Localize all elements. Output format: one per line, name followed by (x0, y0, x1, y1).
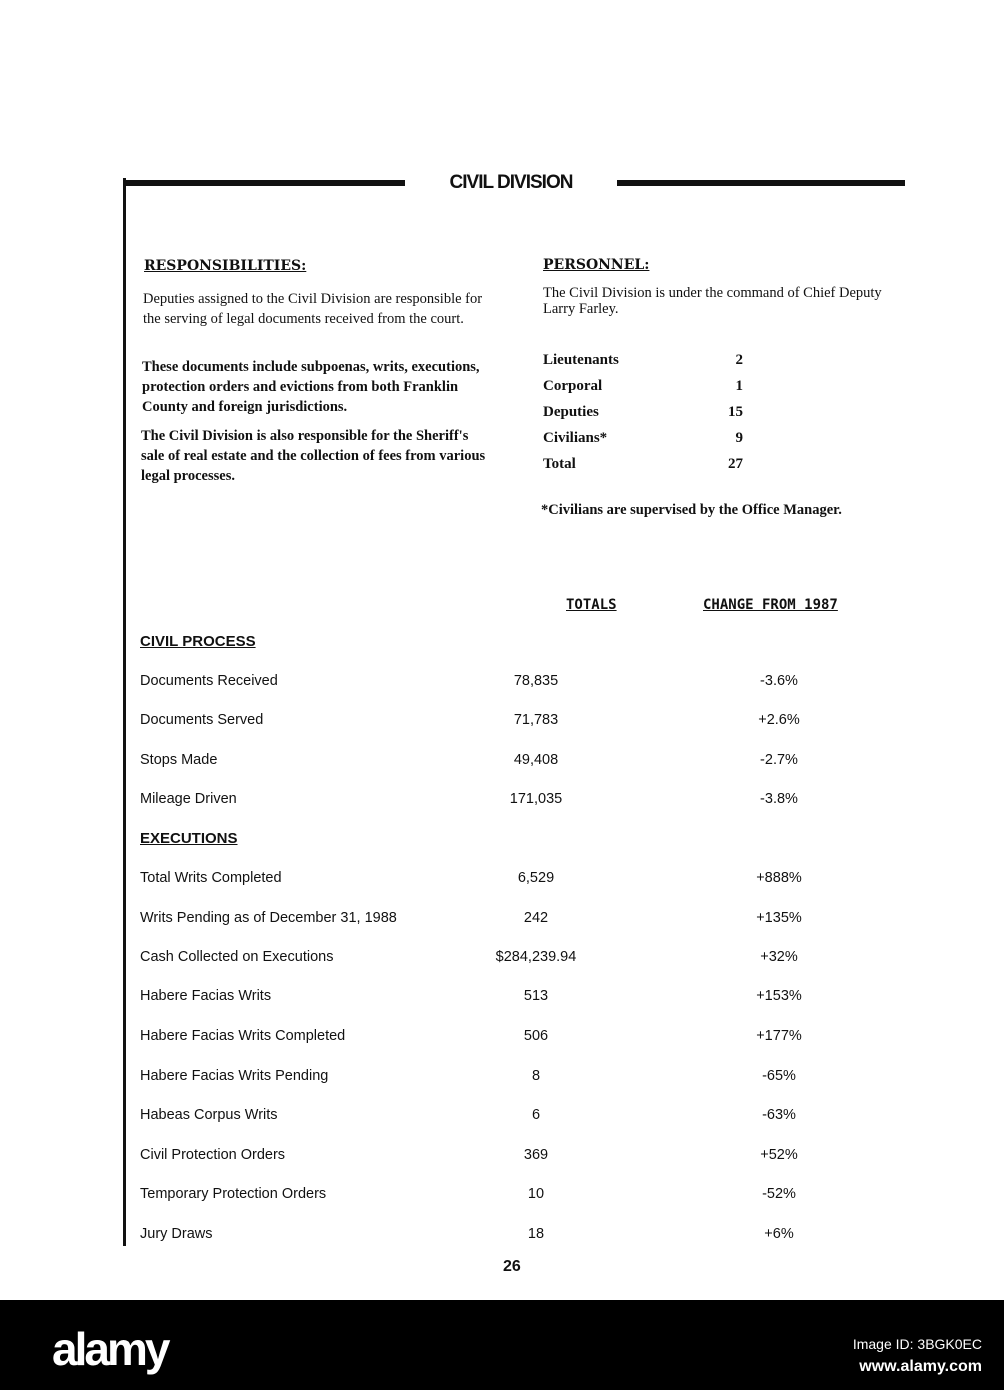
image-id: Image ID: 3BGK0EC (852, 1336, 982, 1352)
personnel-label: Deputies (543, 404, 599, 420)
personnel-label: Corporal (543, 378, 603, 394)
row-label: Temporary Protection Orders (140, 1186, 327, 1202)
personnel-footnote: *Civilians are supervised by the Office Manager. (541, 502, 842, 518)
col-header-change: CHANGE FROM 1987 (703, 597, 838, 613)
row-total: 18 (527, 1226, 545, 1242)
table-row (140, 1186, 900, 1206)
left-rule (123, 178, 126, 1246)
personnel-label: Civilians* (543, 430, 608, 446)
responsibilities-heading: RESPONSIBILITIES: (144, 258, 307, 274)
row-label: Total Writs Completed (140, 870, 282, 886)
row-label: Habeas Corpus Writs (140, 1107, 278, 1123)
row-change: +52% (760, 1147, 798, 1163)
section-heading: EXECUTIONS (140, 830, 238, 847)
watermark-bar (0, 1300, 1004, 1390)
table-row (140, 988, 900, 1008)
row-label: Habere Facias Writs Completed (140, 1028, 346, 1044)
row-total: 8 (531, 1068, 541, 1084)
personnel-heading: PERSONNEL: (543, 257, 650, 273)
row-change: -65% (762, 1068, 796, 1084)
row-change: +2.6% (758, 712, 800, 728)
alamy-logo: alamy (52, 1323, 168, 1375)
row-change: +153% (756, 988, 802, 1004)
page-number: 26 (503, 1258, 521, 1275)
watermark-url: www.alamy.com (859, 1358, 982, 1375)
row-total: 171,035 (509, 791, 563, 807)
table-row (140, 1226, 900, 1246)
col-header-totals: TOTALS (566, 597, 617, 613)
row-total: 6 (531, 1107, 541, 1123)
personnel-row (543, 404, 743, 421)
row-label: Writs Pending as of December 31, 1988 (140, 910, 397, 926)
table-row (140, 870, 900, 890)
title-rule-left (123, 180, 405, 186)
personnel-row (543, 352, 743, 369)
section-executions (140, 830, 900, 850)
row-change: -3.6% (760, 673, 798, 689)
table-row (140, 1068, 900, 1088)
table-row (140, 910, 900, 930)
row-label: Cash Collected on Executions (140, 949, 334, 965)
responsibilities-para-2: These documents include subpoenas, writs, executions, protection orders and evictions from both Franklin County and foreign jurisdictions. (142, 359, 480, 415)
table-row (140, 1028, 900, 1048)
personnel-count: 27 (728, 456, 743, 472)
row-label: Jury Draws (140, 1226, 213, 1242)
row-total: 369 (523, 1147, 549, 1163)
page-title: CIVIL DIVISION (449, 172, 573, 193)
row-total: 513 (523, 988, 549, 1004)
responsibilities-para-3: The Civil Division is also responsible for the Sheriff's sale of real estate and the collection of fees from various legal processes. (141, 428, 486, 484)
row-label: Documents Received (140, 673, 278, 689)
table-row (140, 791, 900, 811)
personnel-count: 1 (735, 378, 743, 394)
section-civil-process (140, 633, 900, 653)
personnel-row (543, 430, 743, 447)
row-total: $284,239.94 (495, 949, 577, 965)
row-total: 6,529 (517, 870, 555, 886)
row-total: 78,835 (513, 673, 559, 689)
table-row (140, 949, 900, 969)
title-rule-right (617, 180, 905, 186)
personnel-row (543, 456, 743, 473)
row-change: +888% (756, 870, 802, 886)
row-label: Habere Facias Writs Pending (140, 1068, 329, 1084)
section-heading: CIVIL PROCESS (140, 633, 256, 650)
personnel-intro: The Civil Division is under the command of Chief Deputy Larry Farley. (543, 285, 882, 317)
row-change: +6% (764, 1226, 794, 1242)
row-label: Mileage Driven (140, 791, 237, 807)
row-label: Documents Served (140, 712, 264, 728)
table-row (140, 673, 900, 693)
row-change: -3.8% (760, 791, 798, 807)
row-total: 506 (523, 1028, 549, 1044)
row-change: -63% (762, 1107, 796, 1123)
personnel-label: Lieutenants (543, 352, 619, 368)
table-row (140, 752, 900, 772)
row-change: -2.7% (760, 752, 798, 768)
table-row (140, 712, 900, 732)
personnel-count: 9 (735, 430, 743, 446)
row-change: -52% (762, 1186, 796, 1202)
row-total: 242 (523, 910, 549, 926)
personnel-label: Total (543, 456, 576, 472)
row-total: 10 (527, 1186, 545, 1202)
row-label: Habere Facias Writs (140, 988, 272, 1004)
row-label: Stops Made (140, 752, 218, 768)
row-change: +177% (756, 1028, 802, 1044)
table-row (140, 1147, 900, 1167)
row-total: 49,408 (513, 752, 559, 768)
row-change: +32% (760, 949, 798, 965)
row-label: Civil Protection Orders (140, 1147, 286, 1163)
row-total: 71,783 (513, 712, 559, 728)
responsibilities-para-1: Deputies assigned to the Civil Division are responsible for the serving of legal documents received from the court. (143, 291, 483, 327)
personnel-count: 15 (728, 404, 743, 420)
personnel-row (543, 378, 743, 395)
table-row (140, 1107, 900, 1127)
personnel-count: 2 (735, 352, 743, 368)
row-change: +135% (756, 910, 802, 926)
